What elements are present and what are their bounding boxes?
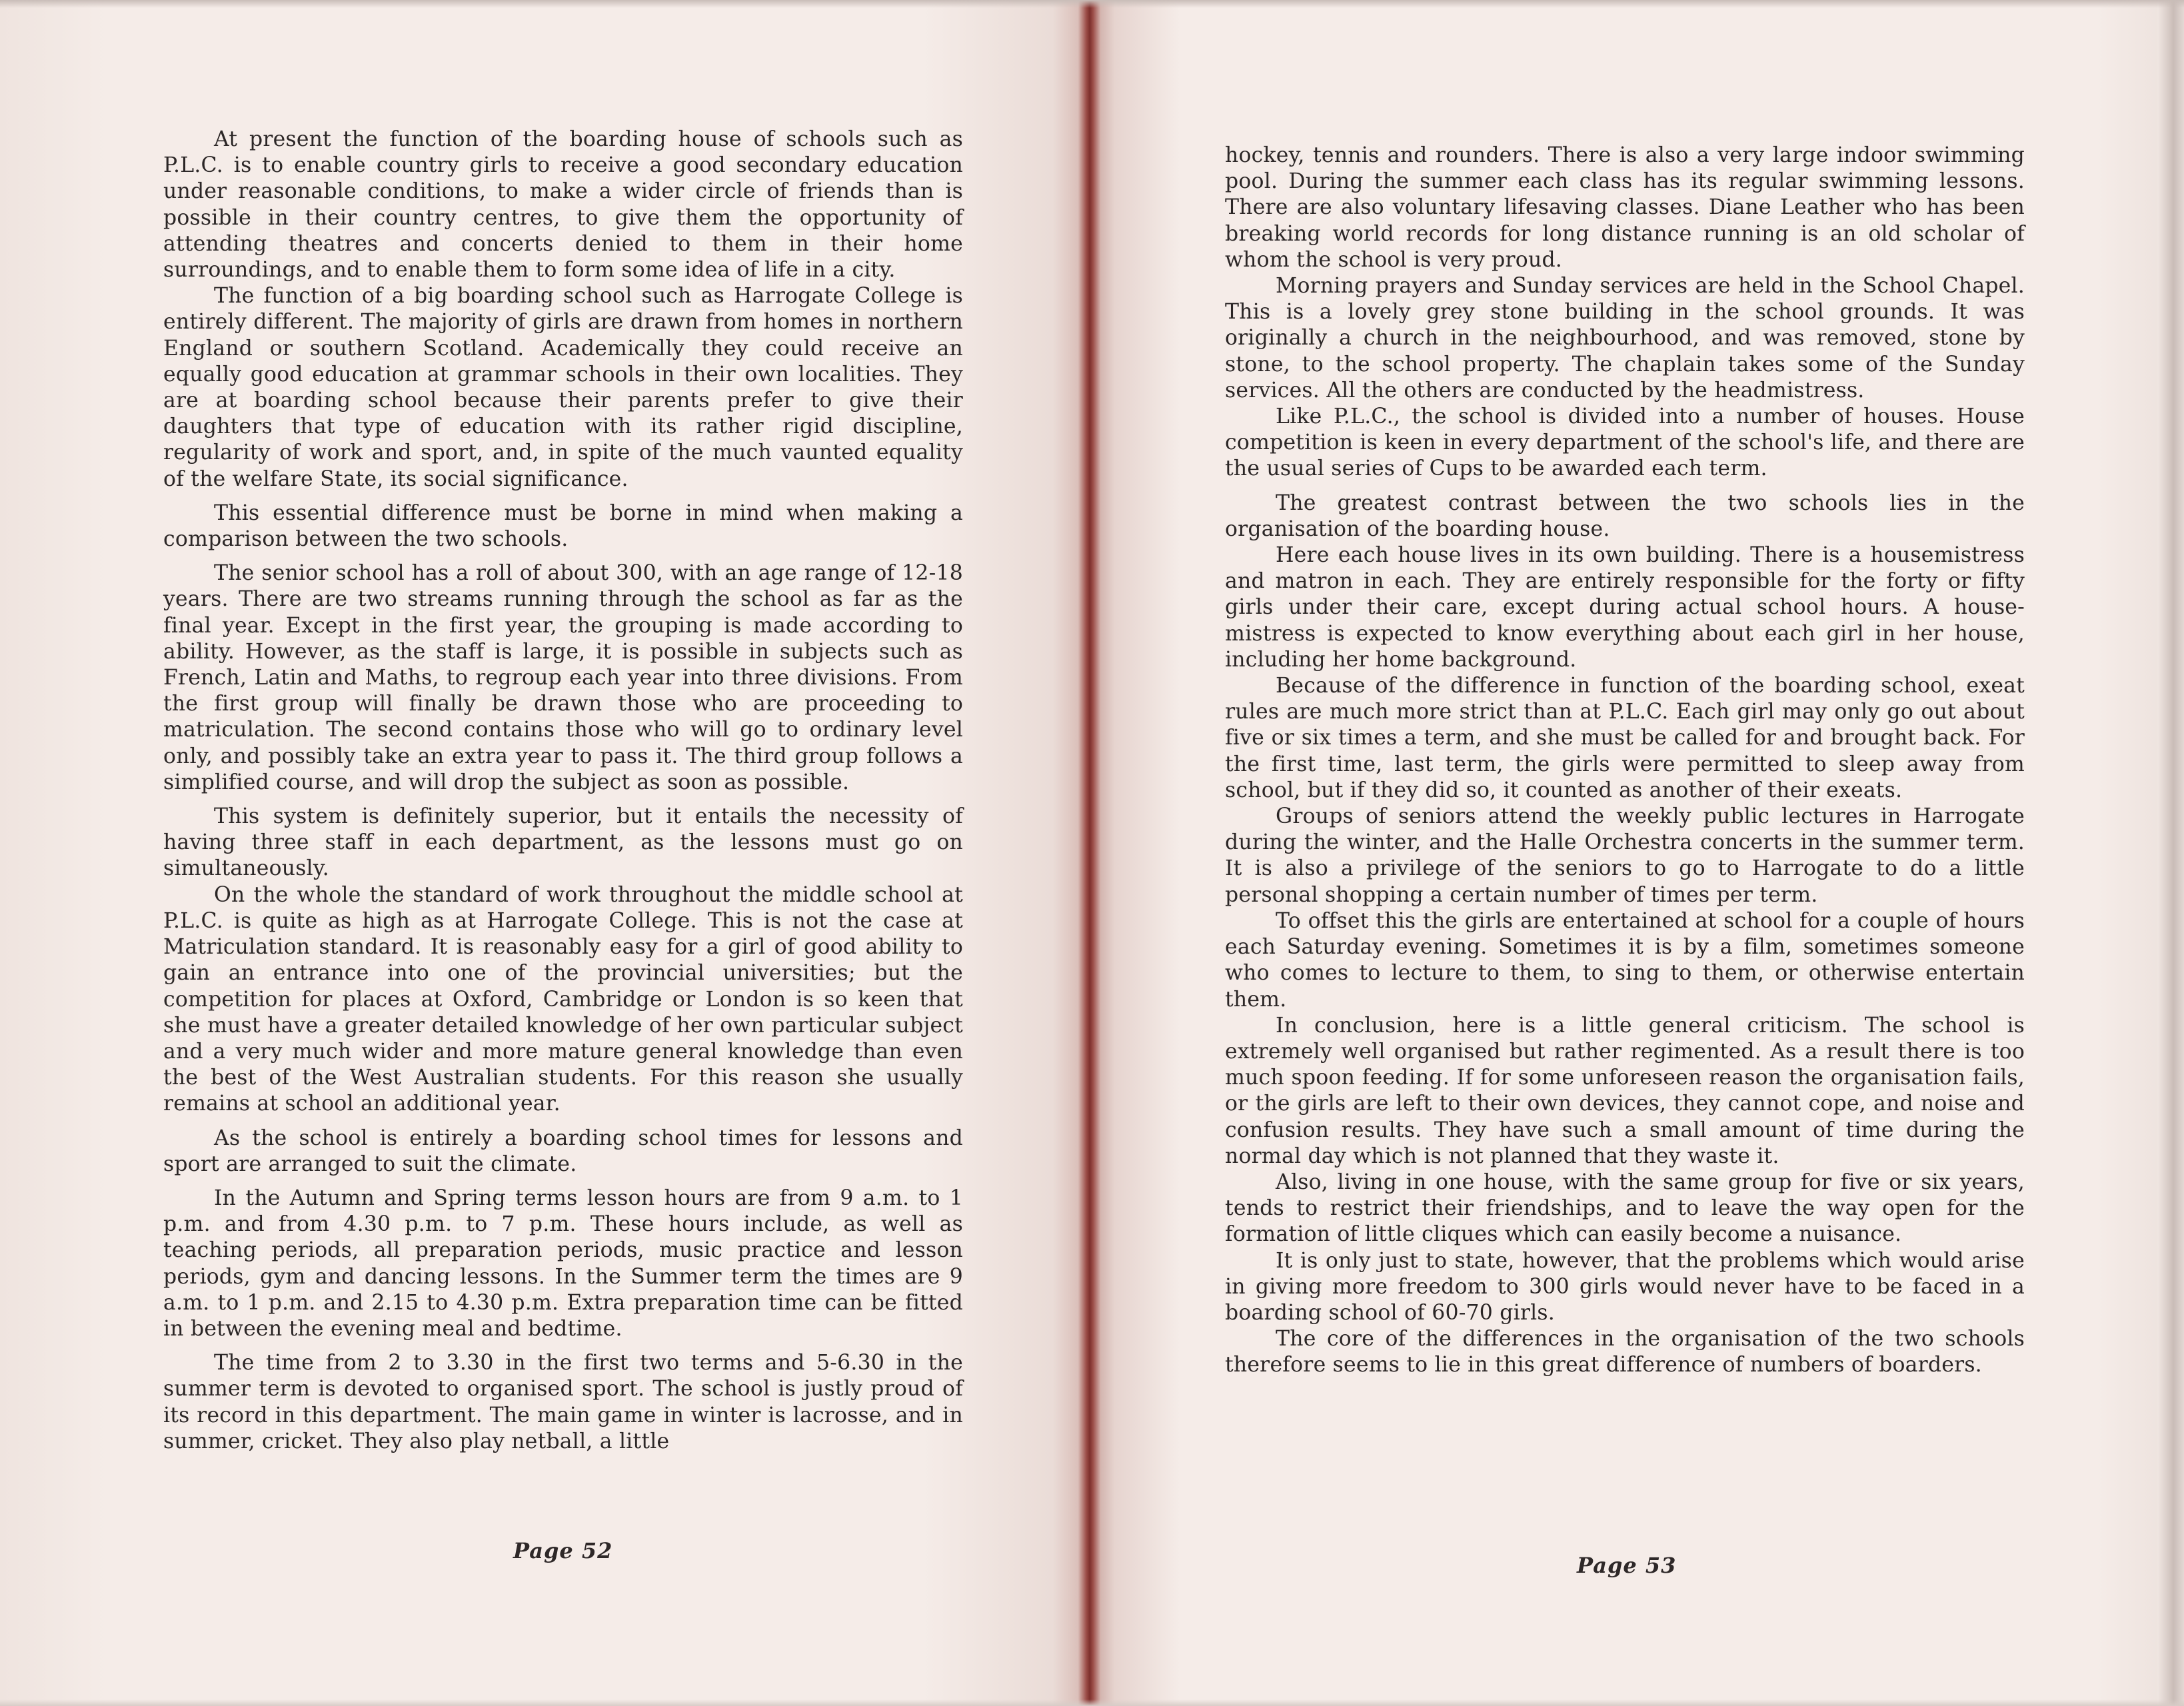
top-edge-shadow xyxy=(0,0,2184,8)
right-paragraph-10: Also, living in one house, with the same group for five or six years, tends to restrict their friendships, and to leave the way open for the formation of little cliques which can easily become a nuisance. xyxy=(1225,1170,2025,1247)
left-paragraph-1: At present the function of the boarding house of schools such as P.L.C. is to enable country girls to receive a good secondary education under reasonable conditions, to make a wider circle of friends than is possible in their country centres, to give them the opportunity of attending theatres and concerts denied to them in their home surroundings, and to enable them to form some idea of life in a city. xyxy=(163,127,963,283)
left-paragraph-5: This system is definitely superior, but it entails the necessity of having three staff in each department, as the lessons must go on simultaneously. xyxy=(163,804,963,881)
right-paragraph-3: Like P.L.C., the school is divided into a number of houses. House competition is keen in every department of the school's life, and there are the usual series of Cups to be awarded each term. xyxy=(1225,405,2025,481)
left-paragraph-3: This essential difference must be borne in mind when making a comparison between the two schools. xyxy=(163,500,963,552)
page-number-right: Page 53 xyxy=(1577,1553,1677,1578)
right-paragraph-7: Groups of seniors attend the weekly public lectures in Harrogate during the winter, and the Halle Orchestra concerts in the summer term. It is also a privilege of the seniors to go to Harrogate to do a little personal shopping a certain number of times per term. xyxy=(1225,804,2025,907)
right-paragraph-5: Here each house lives in its own building. There is a housemistress and matron in each. They are entirely responsible for the forty or fifty girls under their care, except during actual school hours. A house-mistress is expected to know everything about each girl in her house, including her home background. xyxy=(1225,543,2025,672)
right-paragraph-8: To offset this the girls are entertained at school for a couple of hours each Saturday evening. Sometimes it is by a film, sometimes someone who comes to lecture to them, to sing to them, or otherwise entertain them. xyxy=(1225,908,2025,1012)
page-edges xyxy=(2157,0,2184,1706)
left-paragraph-8: In the Autumn and Spring terms lesson hours are from 9 a.m. to 1 p.m. and from 4.30 p.m. to 7 p.m. These hours include, as well as teaching periods, all preparation periods, music practice and lesson periods, gym and dancing lessons. In the Summer term the times are 9 a.m. to 1 p.m. and 2.15 to 4.30 p.m. Extra preparation time can be fitted in between the evening meal and bedtime. xyxy=(163,1186,963,1341)
right-paragraph-4: The greatest contrast between the two schools lies in the organisation of the boarding house. xyxy=(1225,490,2025,541)
right-paragraph-9: In conclusion, here is a little general criticism. The school is extremely well organised but rather regimented. As a result there is too much spoon feeding. If for some unforeseen reason the organisation fails, or the girls are left to their own devices, they cannot cope, and noise and confusion results. They have such a small amount of time during the normal day which is not planned that they waste it. xyxy=(1225,1013,2025,1168)
right-paragraph-1: hockey, tennis and rounders. There is also a very large indoor swimming pool. During the summer each class has its regular swimming lessons. There are also voluntary lifesaving classes. Diane Leather who has been breaking world records for long distance running is an old scholar of whom the school is very proud. xyxy=(1225,143,2025,272)
book-gutter xyxy=(1078,0,1101,1706)
left-paragraph-9: The time from 2 to 3.30 in the first two terms and 5-6.30 in the summer term is devoted to organised sport. The school is justly proud of its record in this department. The main game in winter is lacrosse, and in summer, cricket. They also play netball, a little xyxy=(163,1351,963,1453)
left-page-text xyxy=(163,127,963,1463)
right-page-text xyxy=(1225,143,2025,1379)
right-paragraph-11: It is only just to state, however, that the problems which would arise in giving more freedom to 300 girls would never have to be faced in a boarding school of 60-70 girls. xyxy=(1225,1248,2025,1325)
left-paragraph-4: The senior school has a roll of about 300, with an age range of 12-18 years. There are two streams running through the school as far as the final year. Except in the first year, the grouping is made according to ability. However, as the staff is large, it is possible in subjects such as French, Latin and Maths, to regroup each year into three divisions. From the first group will finally be drawn those who are proceeding to matriculation. The second contains those who will go to ordinary level only, and possibly take an extra year to pass it. The third group follows a simplified course, and will drop the subject as soon as possible. xyxy=(163,561,963,794)
right-paragraph-6: Because of the difference in function of the boarding school, exeat rules are much more strict than at P.L.C. Each girl may only go out about five or six times a term, and she must be called for and brought back. For the first time, last term, the girls were permitted to sleep away from school, but if they did so, it counted as another of their exeats. xyxy=(1225,674,2025,802)
left-paragraph-7: As the school is entirely a boarding school times for lessons and sport are arranged to suit the climate. xyxy=(163,1126,963,1176)
right-paragraph-12: The core of the differences in the organisation of the two schools therefore seems to lie in this great difference of numbers of boarders. xyxy=(1225,1327,2025,1377)
right-paragraph-2: Morning prayers and Sunday services are held in the School Chapel. This is a lovely grey stone building in the school grounds. It was originally a church in the neighbourhood, and was removed, stone by stone, to the school property. The chaplain takes some of the Sunday services. All the others are conducted by the headmistress. xyxy=(1225,274,2025,403)
page-number-left: Page 52 xyxy=(513,1538,613,1563)
left-paragraph-2: The function of a big boarding school such as Harrogate College is entirely different. The majority of girls are drawn from homes in northern England or southern Scotland. Academically they could receive an equally good education at grammar schools in their own localities. They are at boarding school because their parents prefer to give their daughters that type of education with its rather rigid discipline, regularity of work and sport, and, in spite of the much vaunted equality of the welfare State, its social significance. xyxy=(163,284,963,491)
left-paragraph-6: On the whole the standard of work throughout the middle school at P.L.C. is quite as high as at Harrogate College. This is not the case at Matriculation standard. It is reasonably easy for a girl of good ability to gain an entrance into one of the provincial universities; but the competition for places at Oxford, Cambridge or London is so keen that she must have a greater detailed knowledge of her own particular subject and a very much wider and more mature general knowledge than even the best of the West Australian students. For this reason she usually remains at school an additional year. xyxy=(163,882,963,1116)
bottom-edge-shadow xyxy=(0,1699,2184,1706)
